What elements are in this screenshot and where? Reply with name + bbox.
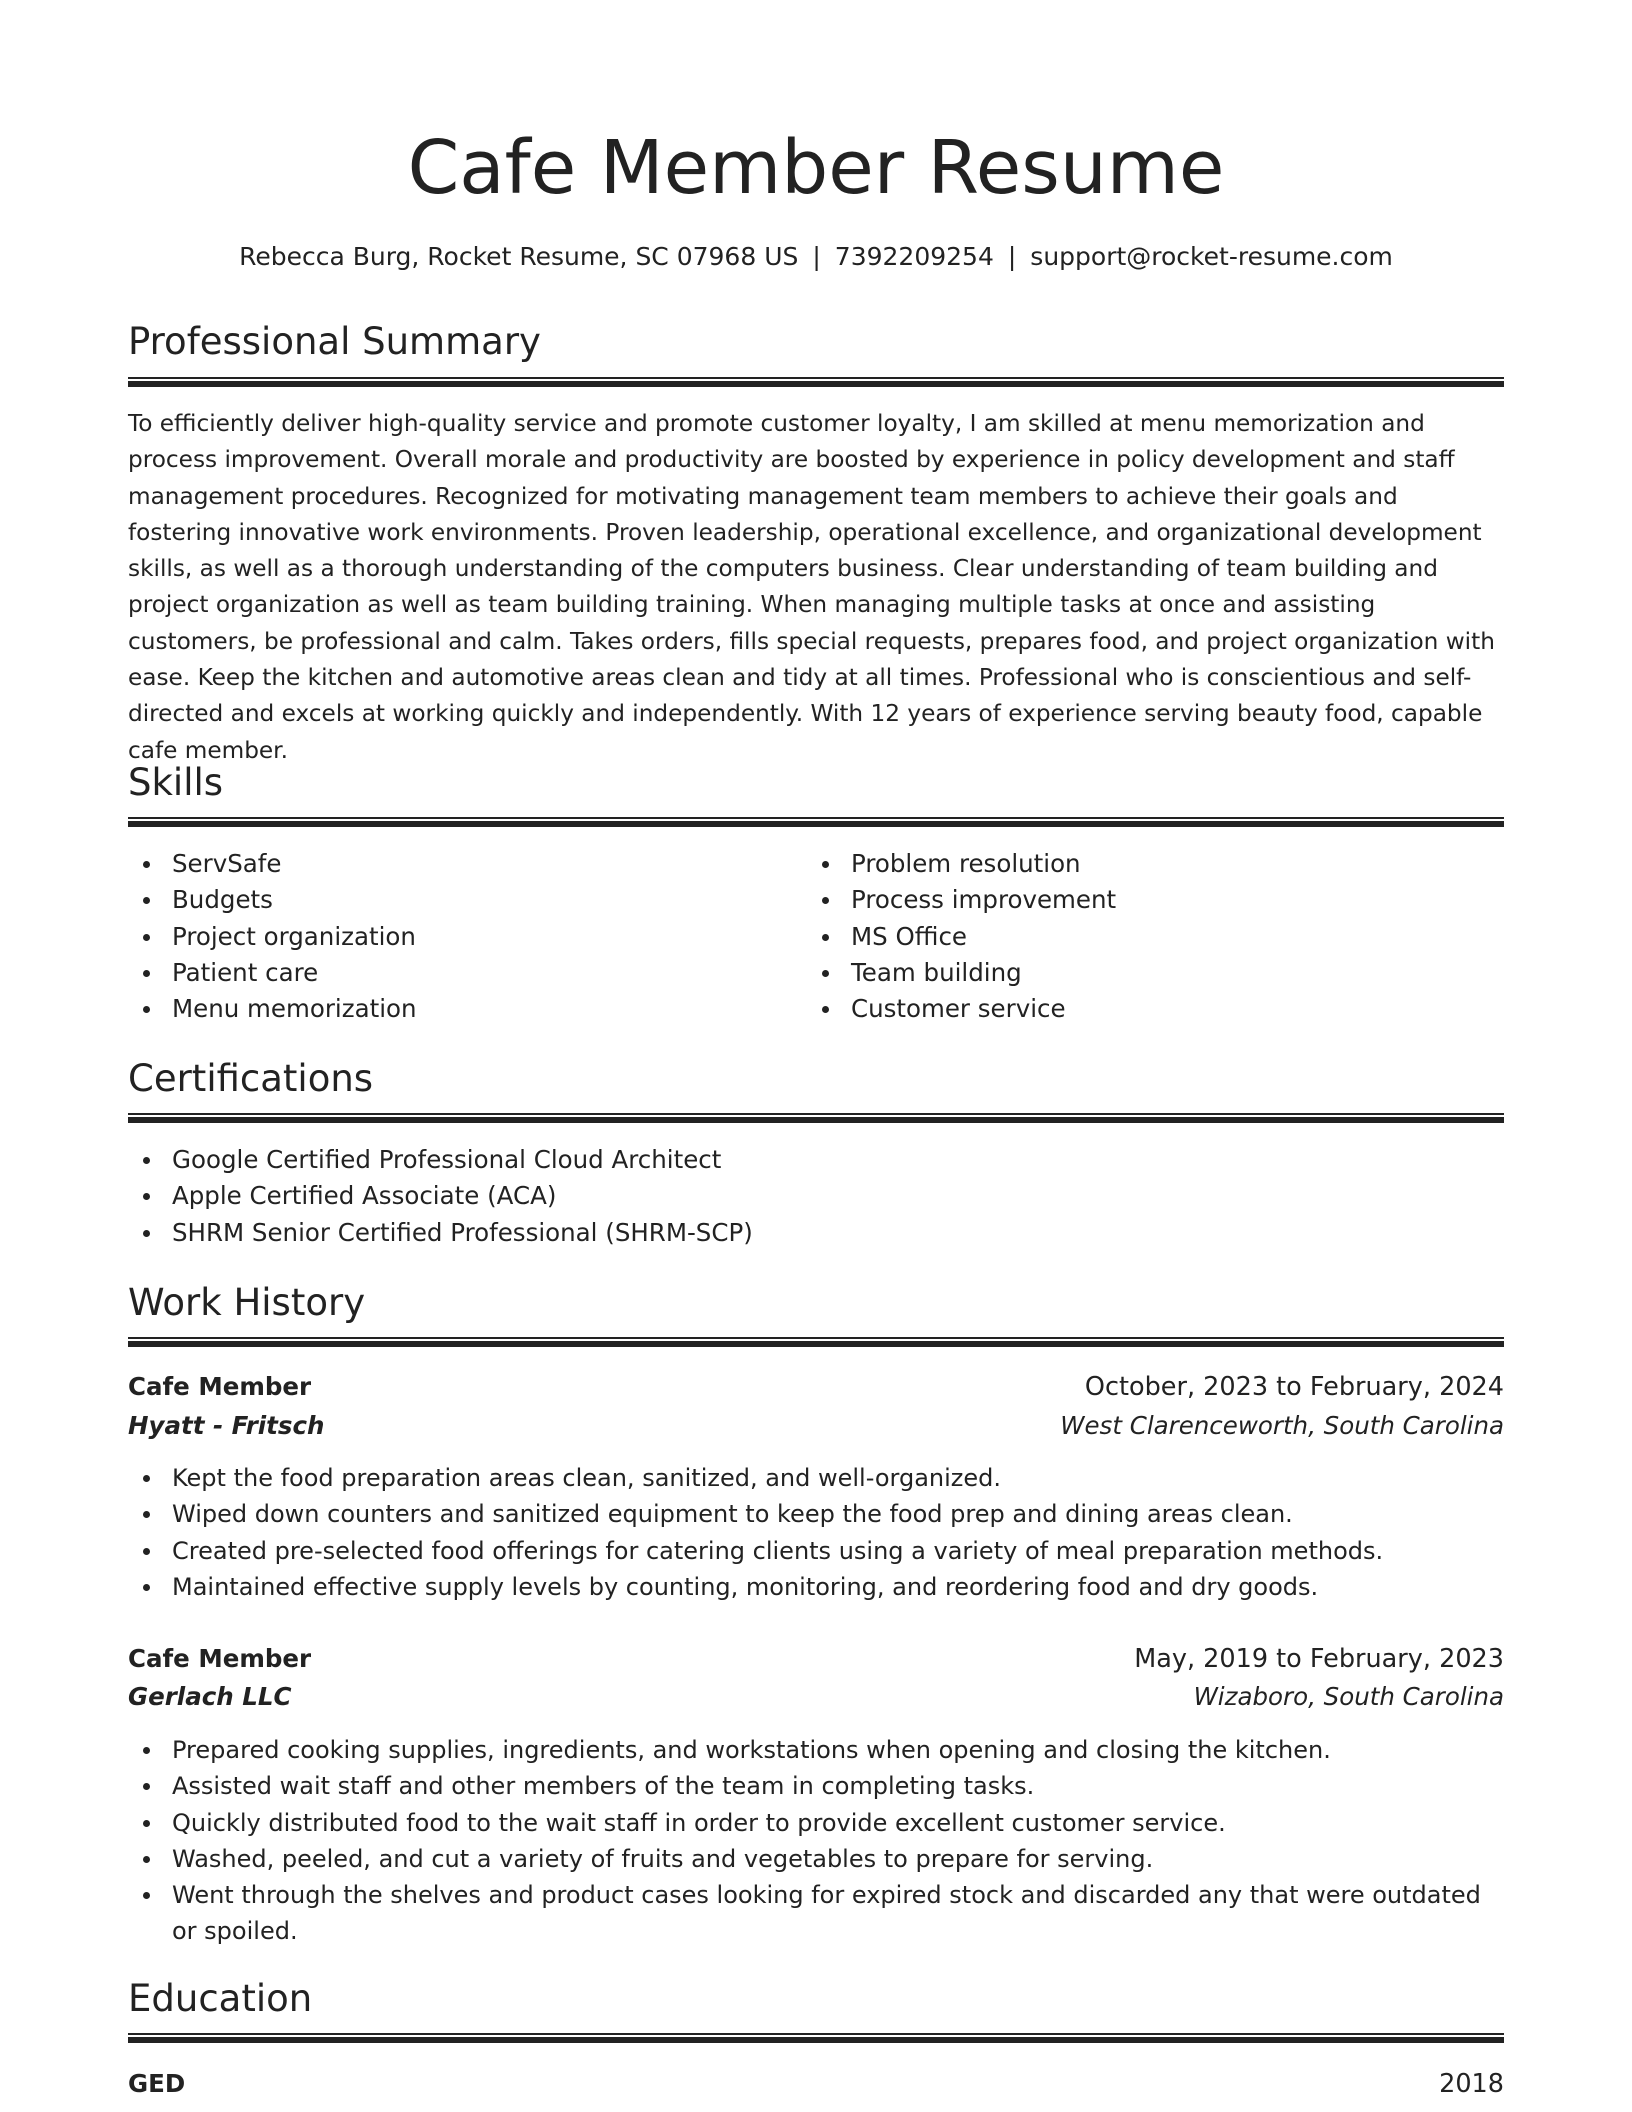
work-history-section	[128, 1279, 1504, 1327]
education-degree: GED	[128, 2069, 186, 2098]
job-bullet: Prepared cooking supplies, ingredients, and workstations when opening and closing the kitchen.	[128, 1732, 1504, 1768]
education-row	[128, 2065, 1504, 2103]
section-divider	[128, 817, 1504, 827]
contact-address: Rebecca Burg, Rocket Resume, SC 07968 US	[239, 242, 799, 271]
skill-item: MS Office	[807, 919, 1487, 955]
job-dates: October, 2023 to February, 2024	[1084, 1372, 1504, 1402]
certification-item: Google Certified Professional Cloud Architect	[128, 1142, 1504, 1178]
resume-title: Cafe Member Resume	[407, 125, 1225, 211]
job-bullet: Washed, peeled, and cut a variety of fruits and vegetables to prepare for serving.	[128, 1841, 1504, 1877]
education-section	[128, 1975, 1504, 2023]
job-bullets	[128, 1460, 1504, 1605]
section-divider	[128, 2033, 1504, 2043]
job-subheader	[128, 1407, 1504, 1445]
job-company: Gerlach LLC	[128, 1682, 292, 1711]
skill-item: Menu memorization	[128, 991, 808, 1027]
job-company: Hyatt - Fritsch	[128, 1411, 325, 1440]
skill-item: Customer service	[807, 991, 1487, 1027]
job-bullet: Assisted wait staff and other members of the team in completing tasks.	[128, 1768, 1504, 1804]
job-bullets	[128, 1732, 1504, 1950]
job-bullet: Maintained effective supply levels by counting, monitoring, and reordering food and dry goods.	[128, 1569, 1504, 1605]
skill-item: Team building	[807, 955, 1487, 991]
skills-column-left	[128, 846, 808, 1027]
education-year: 2018	[1439, 2069, 1504, 2099]
certification-item: Apple Certified Associate (ACA)	[128, 1178, 1504, 1214]
skill-item: Problem resolution	[807, 846, 1487, 882]
job-title: Cafe Member	[128, 1644, 312, 1673]
skill-item: Process improvement	[807, 882, 1487, 918]
section-divider	[128, 1113, 1504, 1123]
contact-email: support@rocket-resume.com	[1030, 242, 1393, 271]
job-location: Wizaboro, South Carolina	[1193, 1682, 1504, 1711]
job-bullet: Wiped down counters and sanitized equipment to keep the food prep and dining areas clean.	[128, 1496, 1504, 1532]
skill-item: ServSafe	[128, 846, 808, 882]
skills-section	[128, 759, 1504, 807]
skill-item: Budgets	[128, 882, 808, 918]
contact-separator: |	[812, 242, 821, 271]
summary-section	[128, 318, 1504, 366]
certifications-heading: Certifications	[128, 1057, 374, 1100]
job-bullet: Quickly distributed food to the wait staff in order to provide excellent customer service.	[128, 1805, 1504, 1841]
section-divider	[128, 377, 1504, 387]
skills-column-right	[807, 846, 1487, 1027]
contact-separator: |	[1007, 242, 1017, 271]
job-bullet: Went through the shelves and product cases looking for expired stock and discarded any that were outdated or spoiled.	[128, 1877, 1504, 1950]
job-dates: May, 2019 to February, 2023	[1134, 1644, 1504, 1674]
certifications-list	[128, 1142, 1504, 1251]
certification-item: SHRM Senior Certified Professional (SHRM-SCP)	[128, 1215, 1504, 1251]
job-location: West Clarenceworth, South Carolina	[1060, 1411, 1504, 1440]
skills-heading: Skills	[128, 761, 224, 804]
skills-list	[128, 846, 1504, 1036]
summary-text: To efficiently deliver high-quality service and promote customer loyalty, I am skilled at menu memorization and process improvement. Overall morale and productivity are boosted by experience in policy development and staff management procedures. Recognized for motivating management team members to achieve their goals and fostering innovative work environments. Proven leadership, operational excellence, and organizational development skills, as well as a thorough understanding of the computers business. Clear understanding of team building and project organization as well as team building training. When managing multiple tasks at once and assisting customers, be professional and calm. Takes orders, fills special requests, prepares food, and project organization with ease. Keep the kitchen and automotive areas clean and tidy at all times. Professional who is conscientious and self-directed and excels at working quickly and independently. With 12 years of experience serving beauty food, capable cafe member.	[128, 410, 1495, 764]
section-divider	[128, 1337, 1504, 1347]
education-heading: Education	[128, 1977, 313, 2020]
work-history-heading: Work History	[128, 1281, 366, 1324]
summary-heading: Professional Summary	[128, 320, 541, 363]
job-subheader	[128, 1678, 1504, 1716]
contact-line	[128, 238, 1504, 276]
skill-item: Patient care	[128, 955, 808, 991]
job-header	[128, 1640, 1504, 1678]
job-bullet: Created pre-selected food offerings for catering clients using a variety of meal preparation methods.	[128, 1533, 1504, 1569]
job-title: Cafe Member	[128, 1372, 312, 1401]
job-header	[128, 1368, 1504, 1406]
contact-phone: 7392209254	[834, 242, 994, 271]
certifications-section	[128, 1055, 1504, 1103]
skill-item: Project organization	[128, 919, 808, 955]
job-bullet: Kept the food preparation areas clean, sanitized, and well-organized.	[128, 1460, 1504, 1496]
